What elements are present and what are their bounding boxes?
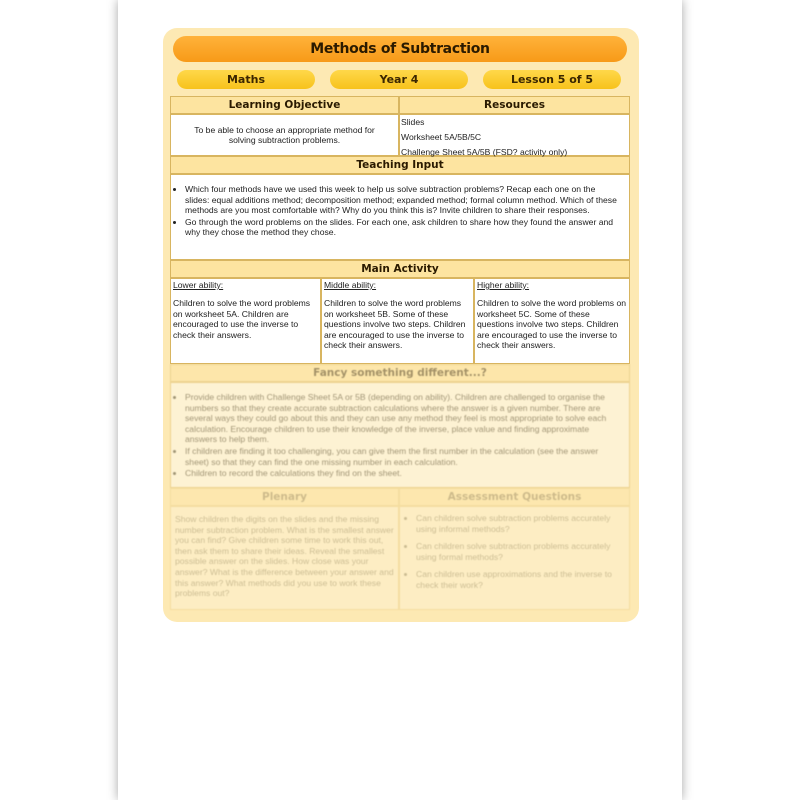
lesson-number-badge: Lesson 5 of 5 xyxy=(483,70,621,89)
assessment-question: • Can children solve subtraction problems accurately using informal methods? xyxy=(416,513,623,534)
lesson-plan-sheet xyxy=(163,28,639,622)
higher-ability-text: Children to solve the word problems on worksheet 5C. Some of these questions involve two steps. Children are encouraged to use the inverse to check their answers. xyxy=(477,298,627,351)
lower-ability-text: Children to solve the word problems on worksheet 5A. Children are encouraged to use the inverse to check their answers. xyxy=(173,298,311,340)
learning-objective-heading: Learning Objective xyxy=(170,96,399,114)
main-activity-heading: Main Activity xyxy=(170,260,630,278)
year-badge: Year 4 xyxy=(330,70,468,89)
document-page xyxy=(118,0,682,800)
plenary-assessment-row xyxy=(170,506,630,610)
plenary-text: Show children the digits on the slides and the missing number subtraction problem. What is the smallest answer you can find? Give children some time to work this out, then ask them to share their ideas. Reveal the smallest possible answer on the slides. How close was your answer? What is the difference between your answer and this answer? What methods did you use to work these problems out? xyxy=(170,506,399,610)
objective-resources-header-row xyxy=(170,96,630,114)
subject-badge: Maths xyxy=(177,70,315,89)
assessment-question: • Can children solve subtraction problems accurately using formal methods? xyxy=(416,541,623,562)
lesson-plan-table xyxy=(170,96,630,610)
extension-section xyxy=(170,364,630,488)
lesson-title: Methods of Subtraction xyxy=(173,36,627,62)
objective-resources-row xyxy=(170,114,630,156)
fancy-body xyxy=(170,382,630,488)
resources-list xyxy=(399,114,630,156)
plenary-assessment-header-row xyxy=(170,488,630,506)
teaching-input-body xyxy=(170,174,630,260)
plenary-assessment-section xyxy=(170,488,630,610)
teaching-input-bullet: • Go through the word problems on the slides. For each one, ask children to share how they found the answer and why they chose the method they chose. xyxy=(185,217,621,238)
fancy-bullet: • If children are finding it too challenging, you can give them the first number in the calculation (see the answer sheet) so that they can find the one missing number in each calculation. xyxy=(185,446,621,467)
higher-ability-cell xyxy=(474,278,630,364)
lower-ability-title: Lower ability: xyxy=(173,280,224,290)
resource-item: Challenge Sheet 5A/5B (FSD? activity only) xyxy=(401,147,568,157)
assessment-questions xyxy=(399,506,630,610)
lower-ability-cell xyxy=(170,278,321,364)
middle-ability-title: Middle ability: xyxy=(324,280,377,290)
middle-ability-cell xyxy=(321,278,474,364)
fancy-heading: Fancy something different...? xyxy=(170,364,630,382)
teaching-input-heading: Teaching Input xyxy=(170,156,630,174)
resources-heading: Resources xyxy=(399,96,630,114)
assessment-question: • Can children use approximations and the inverse to check their work? xyxy=(416,569,623,590)
assessment-heading: Assessment Questions xyxy=(399,488,630,506)
fancy-bullet: • Children to record the calculations they find on the sheet. xyxy=(185,468,621,479)
middle-ability-text: Children to solve the word problems on worksheet 5B. Some of these questions involve two steps. Children are encouraged to use the inverse to check their answers. xyxy=(324,298,466,351)
resource-item: Worksheet 5A/5B/5C xyxy=(401,132,482,142)
plenary-heading: Plenary xyxy=(170,488,399,506)
main-activity-row xyxy=(170,278,630,364)
resource-item: Slides xyxy=(401,117,425,127)
fancy-bullet: • Provide children with Challenge Sheet 5A or 5B (depending on ability). Children are challenged to organise the numbers so that they create accurate subtraction calculations where the answer is a given number. There are several ways they could go about this and they can use any method they feel is most appropriate to solve each calculation. Encourage children to use their knowledge of the inverse, place value and finding approximate answers to help them. xyxy=(185,392,621,445)
teaching-input-bullet: • Which four methods have we used this week to help us solve subtraction problems? Recap each one on the slides: equal additions method; decomposition method; expanded method; formal column method. Which of these methods are you most comfortable with? Why do you think this is? Invite children to share their responses. xyxy=(185,184,621,216)
higher-ability-title: Higher ability: xyxy=(477,280,530,290)
learning-objective-text: To be able to choose an appropriate method for solving subtraction problems. xyxy=(170,114,399,156)
